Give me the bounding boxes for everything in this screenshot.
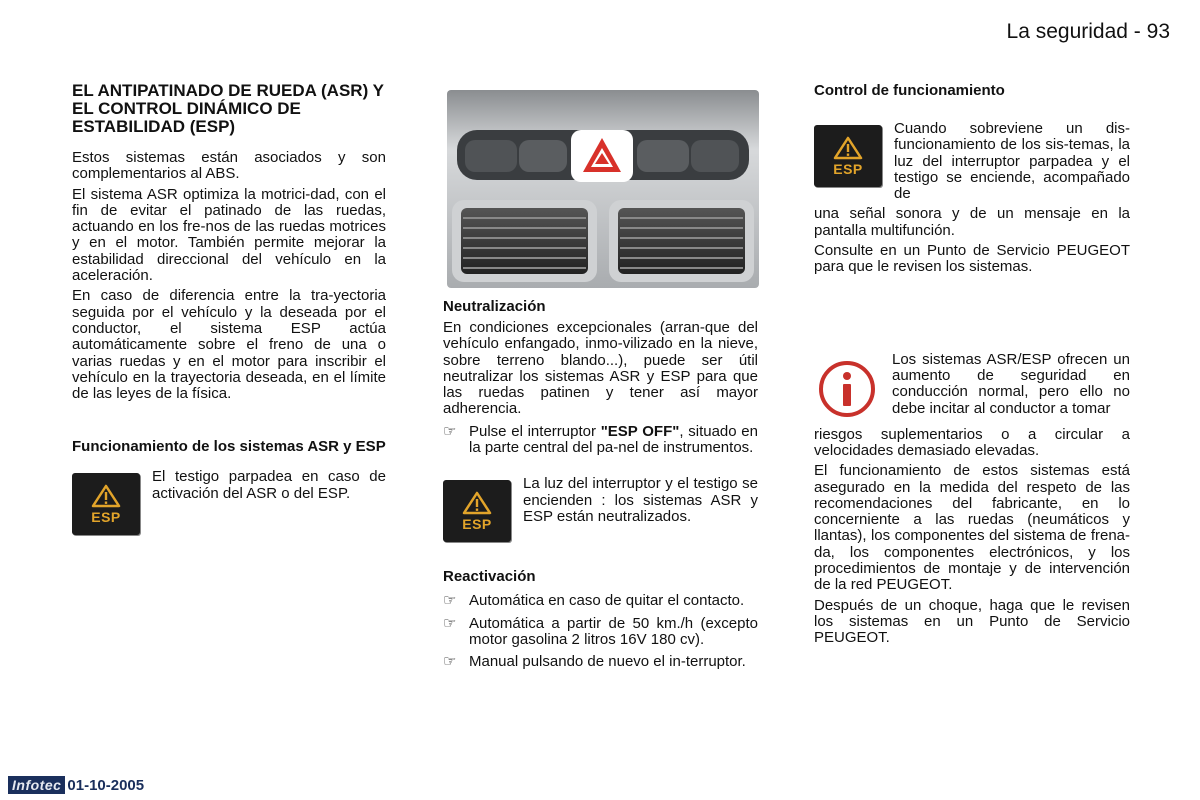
paragraph: En caso de diferencia entre la tra-yectoria seguida por el vehículo y la deseada por el conductor, el sistema ESP actúa automáticamente sobre el freno de una o varias ruedas y en el motor para inscribir el vehículo en la trayectoria deseada, en el límite de las leyes de la física. (72, 287, 386, 403)
page-title: La seguridad - 93 (1006, 20, 1170, 43)
esp-warning-icon (814, 125, 882, 187)
esp-warning-icon (72, 473, 140, 535)
paragraph: Consulte en un Punto de Servicio PEUGEOT para que le revisen los sistemas. (814, 242, 1130, 276)
footer-date: 01-10-2005 (67, 776, 145, 794)
dashboard-switch-photo (447, 90, 759, 288)
esp-label: ESP (833, 160, 863, 177)
list-item (443, 424, 758, 457)
esp-label: ESP (91, 508, 121, 525)
paragraph: Estos sistemas están asociados y son complementarios al ABS. (72, 149, 386, 183)
paragraph: En condiciones excepcionales (arran-que del vehículo enfangado, inmo-vilizado en la nieve, sobre terreno blando...), puede ser útil neutralizar los sistemas ASR y ESP para que las ruedas patinen y tener así mayor adherencia. (443, 319, 758, 418)
column-middle (443, 298, 758, 677)
paragraph: El funcionamiento de estos sistemas está asegurado en la medida del respeto de las recomendaciones del fabricante, en lo concerniente a las ruedas (neumáticos y llantas), los componentes del sistema de frena-da, los componentes electrónicos, y los procedimientos de montaje y de intervención de la red PEUGEOT. (814, 462, 1130, 594)
info-circle-icon (814, 356, 880, 422)
icon-note (443, 476, 758, 542)
list-item-text: Pulse el interruptor "ESP OFF", situado en la parte central del pa-nel de instrumentos. (469, 422, 758, 457)
list-item-text: Automática en caso de quitar el contacto. (469, 592, 745, 610)
footer (8, 776, 144, 794)
list-item (443, 654, 758, 670)
footer-brand: Infotec (8, 776, 65, 794)
list-item (443, 616, 758, 649)
list-item (443, 593, 758, 609)
list-item-text: Manual pulsando de nuevo el in-terruptor. (469, 653, 746, 671)
warning-triangle-icon (91, 484, 121, 508)
pointing-hand-icon: ☞ (443, 592, 457, 610)
warning-triangle-icon (833, 136, 863, 160)
paragraph: riesgos suplementarios o a circular a velocidades demasiado elevadas. (814, 425, 1130, 459)
paragraph: Después de un choque, haga que le revisen los sistemas en un Punto de Servicio PEUGEOT. (814, 596, 1130, 647)
pointing-hand-icon: ☞ (443, 422, 457, 440)
paragraph: El sistema ASR optimiza la motrici-dad, con el fin de evitar el patinado de las ruedas, actuando en los fre-nos de las ruedas motrices y en el motor. También permite mejorar la estabilidad direccional del vehículo en la aceleración. (72, 185, 386, 285)
subsection-heading: Control de funcionamiento (814, 82, 1005, 99)
warning-triangle-icon (462, 491, 492, 515)
icon-description: El testigo parpadea en caso de activación del ASR o del ESP. (152, 468, 386, 502)
info-icon (814, 356, 880, 427)
pointing-hand-icon: ☞ (443, 653, 457, 671)
esp-warning-icon (443, 480, 511, 542)
section-heading: EL ANTIPATINADO DE RUEDA (ASR) Y EL CONTROL DINÁMICO DE ESTABILIDAD (ESP) (72, 81, 384, 136)
esp-label: ESP (462, 515, 492, 532)
paragraph: una señal sonora y de un mensaje en la pantalla multifunción. (814, 205, 1130, 239)
column-right (814, 82, 1130, 651)
info-note (814, 352, 1130, 427)
icon-note (72, 469, 386, 535)
column-left (72, 82, 386, 535)
list-item-text: Automática a partir de 50 km./h (excepto motor gasolina 2 litros 16V 180 cv). (469, 614, 758, 648)
subsection-heading: Reactivación (443, 568, 536, 586)
icon-description: Cuando sobreviene un dis-funcionamiento de los sis-temas, la luz del interruptor parpadea y el testigo se enciende, acompañado de (894, 120, 1130, 203)
icon-description: La luz del interruptor y el testigo se encienden : los sistemas ASR y ESP están neutralizados. (523, 475, 758, 525)
pointing-hand-icon: ☞ (443, 614, 457, 632)
icon-note (814, 121, 1130, 206)
subsection-heading: Funcionamiento de los sistemas ASR y ESP (72, 438, 386, 456)
icon-description: Los sistemas ASR/ESP ofrecen un aumento de seguridad en conducción normal, pero ello no debe incitar al conductor a tomar (892, 350, 1130, 417)
reactivation-list (443, 593, 758, 670)
subsection-heading: Neutralización (443, 298, 546, 315)
